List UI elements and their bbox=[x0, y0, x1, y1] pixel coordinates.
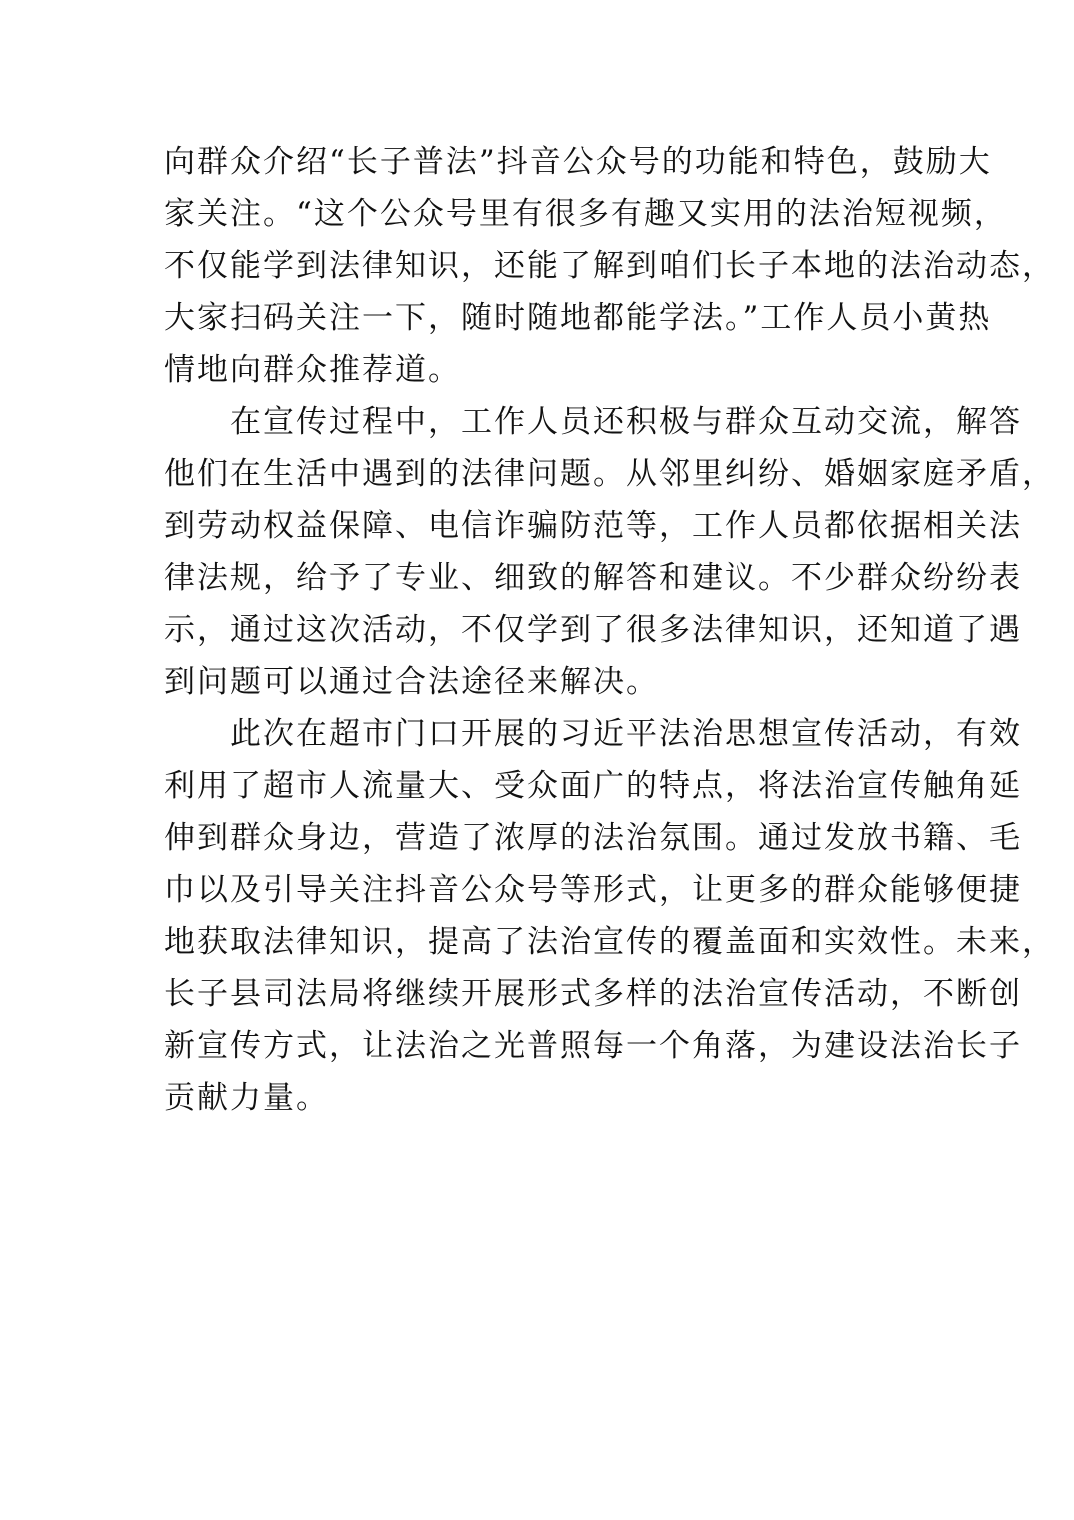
text-line: 向群众介绍“长子普法”抖音公众号的功能和特色，鼓励大 bbox=[164, 144, 992, 180]
text-line: 巾以及引导关注抖音公众号等形式，让更多的群众能够便捷 bbox=[164, 872, 1022, 908]
text-line: 伸到群众身边，营造了浓厚的法治氛围。通过发放书籍、毛 bbox=[164, 820, 1022, 856]
text-line: 示，通过这次活动，不仅学到了很多法律知识，还知道了遇 bbox=[164, 612, 1022, 648]
paragraph-interaction bbox=[164, 396, 1055, 708]
text-line: 他们在生活中遇到的法律问题。从邻里纠纷、婚姻家庭矛盾， bbox=[164, 456, 1055, 492]
paragraph-conclusion bbox=[164, 708, 1055, 1124]
text-line: 到问题可以通过合法途径来解决。 bbox=[164, 664, 659, 700]
text-line: 大家扫码关注一下，随时随地都能学法。”工作人员小黄热 bbox=[164, 300, 992, 336]
text-line: 不仅能学到法律知识，还能了解到咱们长子本地的法治动态， bbox=[164, 248, 1055, 284]
text-line: 利用了超市人流量大、受众面广的特点，将法治宣传触角延 bbox=[164, 768, 1022, 804]
text-line: 到劳动权益保障、电信诈骗防范等，工作人员都依据相关法 bbox=[164, 508, 1022, 544]
text-line: 新宣传方式，让法治之光普照每一个角落，为建设法治长子 bbox=[164, 1028, 1022, 1064]
paragraph-promotion bbox=[164, 136, 1055, 396]
text-line: 在宣传过程中，工作人员还积极与群众互动交流，解答 bbox=[164, 404, 1022, 440]
text-line: 贡献力量。 bbox=[164, 1080, 329, 1116]
text-line: 长子县司法局将继续开展形式多样的法治宣传活动，不断创 bbox=[164, 976, 1022, 1012]
text-line: 地获取法律知识，提高了法治宣传的覆盖面和实效性。未来， bbox=[164, 924, 1055, 960]
text-line: 律法规，给予了专业、细致的解答和建议。不少群众纷纷表 bbox=[164, 560, 1022, 596]
document-body bbox=[164, 136, 1055, 1124]
text-line: 此次在超市门口开展的习近平法治思想宣传活动，有效 bbox=[164, 716, 1022, 752]
text-line: 家关注。“这个公众号里有很多有趣又实用的法治短视频， bbox=[164, 196, 1007, 232]
text-line: 情地向群众推荐道。 bbox=[164, 352, 461, 388]
